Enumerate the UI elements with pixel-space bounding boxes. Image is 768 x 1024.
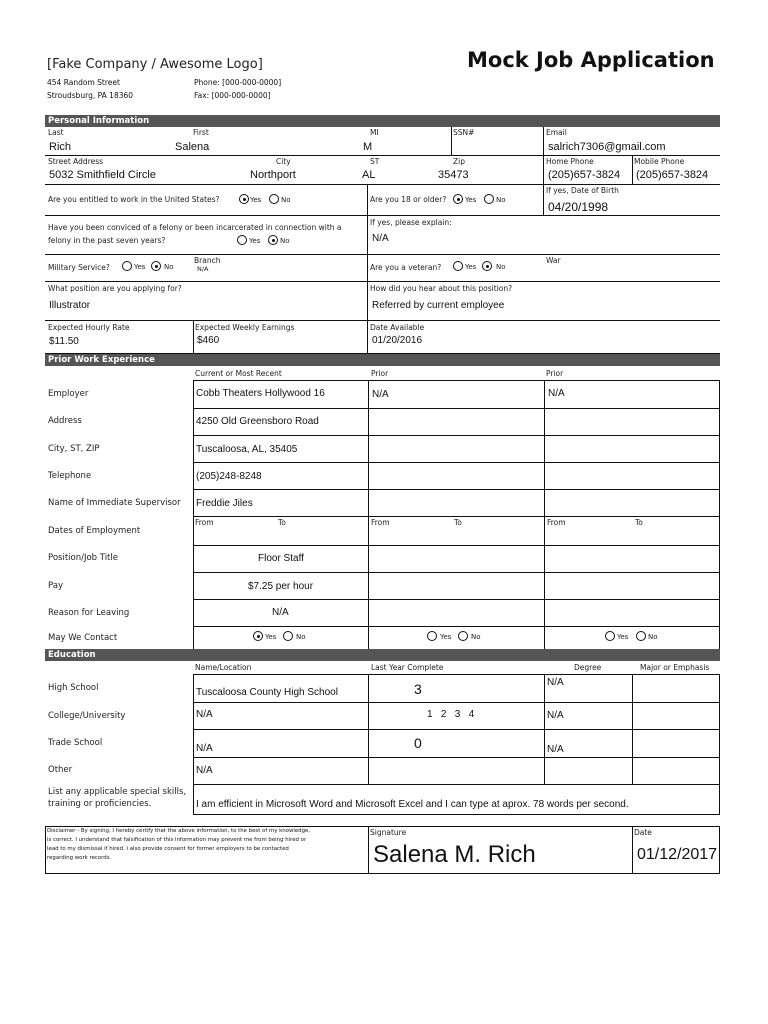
felony-explain-value[interactable]: N/A bbox=[372, 233, 389, 244]
prior2-from-label: From bbox=[547, 518, 566, 527]
military-no-radio[interactable] bbox=[151, 261, 161, 271]
first-name-value[interactable]: Salena bbox=[175, 141, 210, 153]
current-contact-yes-label: Yes bbox=[265, 633, 277, 641]
weekly-earnings-value[interactable]: $460 bbox=[197, 335, 220, 346]
zip-value[interactable]: 35473 bbox=[438, 169, 469, 181]
edu-row-high-school: High School bbox=[48, 683, 99, 693]
age-question: Are you 18 or older? bbox=[370, 195, 447, 204]
hourly-rate-label: Expected Hourly Rate bbox=[48, 323, 130, 332]
divider bbox=[193, 462, 720, 463]
divider bbox=[193, 784, 720, 785]
current-supervisor[interactable]: Freddie Jiles bbox=[196, 498, 253, 509]
zip-label: Zip bbox=[453, 157, 465, 166]
prior1-contact-yes-radio[interactable] bbox=[427, 631, 437, 641]
felony-no-radio[interactable] bbox=[268, 235, 278, 245]
prior2-to-label: To bbox=[635, 518, 643, 527]
prior1-contact-no-label: No bbox=[471, 633, 481, 641]
edu-row-college: College/University bbox=[48, 711, 126, 721]
veteran-no-label: No bbox=[496, 263, 506, 271]
divider bbox=[45, 320, 720, 321]
current-contact-yes-radio[interactable] bbox=[253, 631, 263, 641]
work-entitled-yes-radio[interactable] bbox=[239, 194, 249, 204]
work-row-dates: Dates of Employment bbox=[48, 526, 141, 536]
military-service-question: Military Service? bbox=[48, 263, 110, 272]
work-row-pay: Pay bbox=[48, 581, 63, 591]
edu-skills-label-line2: training or proficiencies. bbox=[48, 799, 152, 809]
mobile-phone-value[interactable]: (205)657-3824 bbox=[636, 169, 709, 181]
last-name-label: Last bbox=[48, 128, 64, 137]
work-row-city: City, ST, ZIP bbox=[48, 444, 100, 454]
section-prior-work-experience: Prior Work Experience bbox=[45, 354, 720, 366]
weekly-earnings-label: Expected Weekly Earnings bbox=[195, 323, 295, 332]
felony-question-line1: Have you been conviced of a felony or been incarcerated in connection with a bbox=[48, 223, 342, 232]
divider bbox=[193, 489, 720, 490]
page-title: Mock Job Application bbox=[467, 48, 715, 72]
edu-row-other: Other bbox=[48, 765, 73, 775]
current-reason[interactable]: N/A bbox=[272, 607, 289, 618]
company-address-line1: 454 Random Street bbox=[47, 78, 120, 87]
work-row-telephone: Telephone bbox=[48, 471, 92, 481]
work-col-prior-1: Prior bbox=[371, 369, 389, 378]
work-row-reason: Reason for Leaving bbox=[48, 608, 130, 618]
work-entitled-yes-label: Yes bbox=[250, 196, 262, 204]
felony-no-label: No bbox=[280, 237, 290, 245]
work-col-prior-2: Prior bbox=[546, 369, 564, 378]
mobile-phone-label: Mobile Phone bbox=[634, 157, 685, 166]
prior2-contact-no-label: No bbox=[648, 633, 658, 641]
divider bbox=[193, 516, 720, 517]
work-row-supervisor: Name of Immediate Supervisor bbox=[48, 498, 181, 508]
felony-question-line2: felony in the past seven years? bbox=[48, 236, 166, 245]
position-question: What position are you applying for? bbox=[48, 284, 182, 293]
first-name-label: First bbox=[193, 128, 209, 137]
disclaimer-line4: regarding work records. bbox=[47, 855, 112, 861]
divider bbox=[45, 184, 720, 185]
date-label: Date bbox=[634, 828, 652, 837]
prior2-contact-yes-radio[interactable] bbox=[605, 631, 615, 641]
military-yes-label: Yes bbox=[134, 263, 146, 271]
date-available-value[interactable]: 01/20/2016 bbox=[372, 335, 423, 346]
edu-col-last-year: Last Year Complete bbox=[371, 663, 444, 672]
felony-explain-label: If yes, please explain: bbox=[370, 218, 452, 227]
signature-label: Signature bbox=[370, 828, 407, 837]
current-address[interactable]: 4250 Old Greensboro Road bbox=[196, 416, 319, 427]
divider bbox=[451, 127, 452, 155]
veteran-no-radio[interactable] bbox=[482, 261, 492, 271]
felony-yes-label: Yes bbox=[249, 237, 261, 245]
company-address-line2: Stroudsburg, PA 18360 bbox=[47, 91, 134, 100]
city-value[interactable]: Northport bbox=[250, 169, 296, 181]
state-label: ST bbox=[370, 157, 380, 166]
edu-row-trade: Trade School bbox=[48, 738, 103, 748]
current-pay[interactable]: $7.25 per hour bbox=[248, 581, 314, 592]
branch-value[interactable]: N/A bbox=[197, 265, 209, 273]
veteran-yes-label: Yes bbox=[465, 263, 477, 271]
edu-skills-label-line1: List any applicable special skills, bbox=[48, 787, 187, 797]
email-value[interactable]: salrich7306@gmail.com bbox=[548, 141, 666, 153]
work-entitled-no-radio[interactable] bbox=[269, 194, 279, 204]
felony-yes-radio[interactable] bbox=[237, 235, 247, 245]
divider bbox=[193, 757, 720, 758]
section-personal-information: Personal Information bbox=[45, 115, 720, 127]
divider bbox=[193, 599, 720, 600]
work-col-current: Current or Most Recent bbox=[195, 369, 282, 378]
college-name[interactable]: N/A bbox=[196, 709, 213, 720]
divider bbox=[193, 572, 720, 573]
last-name-value[interactable]: Rich bbox=[49, 141, 72, 153]
current-telephone[interactable]: (205)248-8248 bbox=[196, 471, 262, 482]
military-no-label: No bbox=[164, 263, 174, 271]
disclaimer-line2: is correct. I understand that falsification of this information may prevent me from being hired or bbox=[47, 837, 307, 843]
prior1-to-label: To bbox=[454, 518, 462, 527]
divider bbox=[543, 127, 544, 215]
trade-school-degree[interactable]: N/A bbox=[547, 744, 564, 755]
street-address-label: Street Address bbox=[48, 157, 104, 166]
divider bbox=[193, 729, 720, 730]
veteran-yes-radio[interactable] bbox=[453, 261, 463, 271]
divider bbox=[632, 826, 633, 874]
dob-label: If yes, Date of Birth bbox=[546, 186, 619, 195]
current-to-label: To bbox=[278, 518, 286, 527]
company-name: [Fake Company / Awesome Logo] bbox=[47, 57, 263, 72]
divider bbox=[193, 435, 720, 436]
street-address-value[interactable]: 5032 Smithfield Circle bbox=[49, 169, 156, 181]
hourly-rate-value[interactable]: $11.50 bbox=[49, 336, 79, 347]
divider bbox=[193, 626, 720, 627]
company-phone: Phone: [000-000-0000] bbox=[194, 78, 282, 87]
prior2-employer[interactable]: N/A bbox=[548, 388, 565, 399]
high-school-degree[interactable]: N/A bbox=[547, 677, 564, 688]
skills-value[interactable]: I am efficient in Microsoft Word and Microsoft Excel and I can type at aprox. 78 words per second. bbox=[196, 799, 629, 810]
email-label: Email bbox=[546, 128, 567, 137]
prior2-contact-no-radio[interactable] bbox=[636, 631, 646, 641]
work-row-employer: Employer bbox=[48, 389, 89, 399]
divider bbox=[193, 408, 720, 409]
college-degree[interactable]: N/A bbox=[547, 710, 564, 721]
divider bbox=[193, 702, 720, 703]
dob-value[interactable]: 04/20/1998 bbox=[548, 200, 609, 214]
trade-school-last-year[interactable]: 0 bbox=[414, 735, 422, 751]
current-from-label: From bbox=[195, 518, 214, 527]
age-no-label: No bbox=[496, 196, 506, 204]
prior1-contact-yes-label: Yes bbox=[440, 633, 452, 641]
work-row-position: Position/Job Title bbox=[48, 553, 118, 563]
divider bbox=[45, 155, 720, 156]
divider bbox=[193, 545, 720, 546]
divider bbox=[368, 826, 369, 874]
home-phone-value[interactable]: (205)657-3824 bbox=[548, 169, 621, 181]
age-yes-label: Yes bbox=[465, 196, 477, 204]
signature-value[interactable]: Salena M. Rich bbox=[373, 841, 536, 868]
current-contact-no-label: No bbox=[296, 633, 306, 641]
ssn-label: SSN# bbox=[453, 128, 475, 137]
edu-col-degree: Degree bbox=[574, 663, 602, 672]
divider bbox=[193, 320, 194, 353]
work-entitled-no-label: No bbox=[281, 196, 291, 204]
current-city[interactable]: Tuscaloosa, AL, 35405 bbox=[196, 444, 298, 455]
middle-initial-value[interactable]: M bbox=[363, 141, 373, 153]
divider bbox=[45, 281, 720, 282]
high-school-last-year[interactable]: 3 bbox=[414, 681, 422, 697]
other-education[interactable]: N/A bbox=[196, 765, 213, 776]
company-fax: Fax: [000-000-0000] bbox=[194, 91, 271, 100]
work-row-address: Address bbox=[48, 416, 82, 426]
current-employer[interactable]: Cobb Theaters Hollywood 16 bbox=[196, 388, 325, 399]
work-entitled-question: Are you entitled to work in the United States? bbox=[48, 195, 220, 204]
prior1-employer[interactable]: N/A bbox=[372, 389, 389, 400]
current-contact-no-radio[interactable] bbox=[283, 631, 293, 641]
divider bbox=[45, 215, 720, 216]
divider bbox=[632, 155, 633, 184]
age-no-radio[interactable] bbox=[484, 194, 494, 204]
section-education: Education bbox=[45, 649, 720, 661]
current-position[interactable]: Floor Staff bbox=[258, 553, 304, 564]
state-value[interactable]: AL bbox=[362, 169, 376, 181]
war-label: War bbox=[546, 256, 561, 265]
branch-label: Branch bbox=[194, 256, 221, 265]
divider bbox=[45, 254, 720, 255]
date-value[interactable]: 01/12/2017 bbox=[637, 846, 718, 863]
veteran-question: Are you a veteran? bbox=[370, 263, 442, 272]
edu-col-major: Major or Emphasis bbox=[640, 663, 710, 672]
home-phone-label: Home Phone bbox=[546, 157, 594, 166]
disclaimer-line3: lead to my dismissal if hired. I also provide consent for former employers to be contacted bbox=[47, 846, 289, 852]
prior1-from-label: From bbox=[371, 518, 390, 527]
hear-about-value[interactable]: Referred by current employee bbox=[372, 300, 505, 311]
prior2-contact-yes-label: Yes bbox=[617, 633, 629, 641]
edu-col-name: Name/Location bbox=[195, 663, 252, 672]
high-school-name[interactable]: Tuscaloosa County High School bbox=[196, 687, 338, 698]
hear-about-question: How did you hear about this position? bbox=[370, 284, 513, 293]
position-value[interactable]: Illustrator bbox=[49, 300, 91, 311]
trade-school-name[interactable]: N/A bbox=[196, 743, 213, 754]
middle-initial-label: MI bbox=[370, 128, 379, 137]
date-available-label: Date Available bbox=[370, 323, 425, 332]
military-yes-radio[interactable] bbox=[122, 261, 132, 271]
divider bbox=[367, 184, 368, 353]
college-years[interactable]: 1 2 3 4 bbox=[427, 709, 475, 720]
city-label: City bbox=[276, 157, 291, 166]
work-row-contact: May We Contact bbox=[48, 633, 118, 643]
prior1-contact-no-radio[interactable] bbox=[458, 631, 468, 641]
age-yes-radio[interactable] bbox=[453, 194, 463, 204]
disclaimer-line1: Disclaimer - By signing, I hereby certify that the above information, to the best of my knowledge, bbox=[47, 828, 311, 834]
